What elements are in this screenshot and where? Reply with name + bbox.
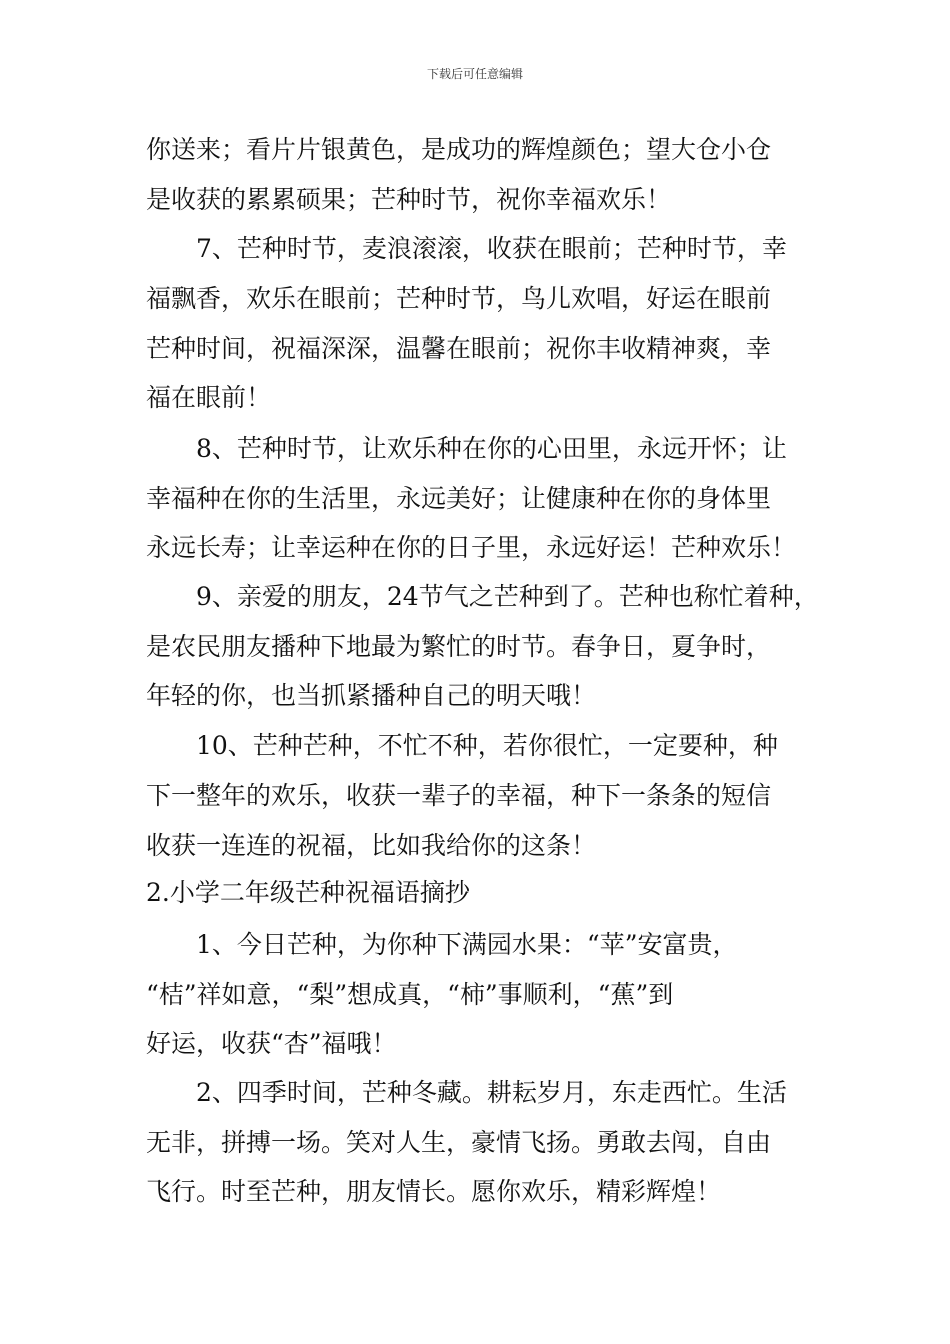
- text-line: 永远长寿；让幸运种在你的日子里，永远好运！芒种欢乐！: [146, 533, 797, 562]
- text-line: 福飘香，欢乐在眼前；芒种时节，鸟儿欢唱，好运在眼前: [146, 284, 772, 313]
- text-line: 福在眼前！: [146, 383, 272, 412]
- text-line: 10、芒种芒种，不忙不种，若你很忙，一定要种，种: [196, 731, 778, 760]
- text-line: 好运，收获“杏”福哦！: [146, 1029, 397, 1058]
- text-line: 7、芒种时节，麦浪滚滚，收获在眼前；芒种时节，幸: [196, 234, 787, 263]
- section-heading: 2.小学二年级芒种祝福语摘抄: [146, 878, 470, 907]
- text-line: 无非，拼搏一场。笑对人生，豪情飞扬。勇敢去闯，自由: [146, 1128, 772, 1157]
- text-line: 是收获的累累硕果；芒种时节，祝你幸福欢乐！: [146, 185, 672, 214]
- page-header: 下载后可任意编辑: [426, 67, 523, 81]
- text-line: 1、今日芒种，为你种下满园水果：“苹”安富贵，: [196, 930, 738, 959]
- text-line: 收获一连连的祝福，比如我给你的这条！: [146, 831, 597, 860]
- text-line: 年轻的你，也当抓紧播种自己的明天哦！: [146, 681, 597, 710]
- text-line: 芒种时间，祝福深深，温馨在眼前；祝你丰收精神爽，幸: [146, 334, 772, 363]
- text-line: 2、四季时间，芒种冬藏。耕耘岁月，东走西忙。生活: [196, 1078, 787, 1107]
- text-line: 幸福种在你的生活里，永远美好；让健康种在你的身体里: [146, 484, 772, 513]
- text-line: 8、芒种时节，让欢乐种在你的心田里，永远开怀；让: [196, 434, 787, 463]
- text-line: 是农民朋友播种下地最为繁忙的时节。春争日，夏争时，: [146, 632, 772, 661]
- text-line: 你送来；看片片银黄色，是成功的辉煌颜色；望大仓小仓: [146, 135, 772, 164]
- text-line: 9、亲爱的朋友，24节气之芒种到了。芒种也称忙着种，: [196, 582, 819, 611]
- text-line: “桔”祥如意，“梨”想成真，“柿”事顺利，“蕉”到: [146, 980, 674, 1009]
- text-line: 飞行。时至芒种，朋友情长。愿你欢乐，精彩辉煌！: [146, 1177, 722, 1206]
- text-line: 下一整年的欢乐，收获一辈子的幸福，种下一条条的短信: [146, 781, 772, 810]
